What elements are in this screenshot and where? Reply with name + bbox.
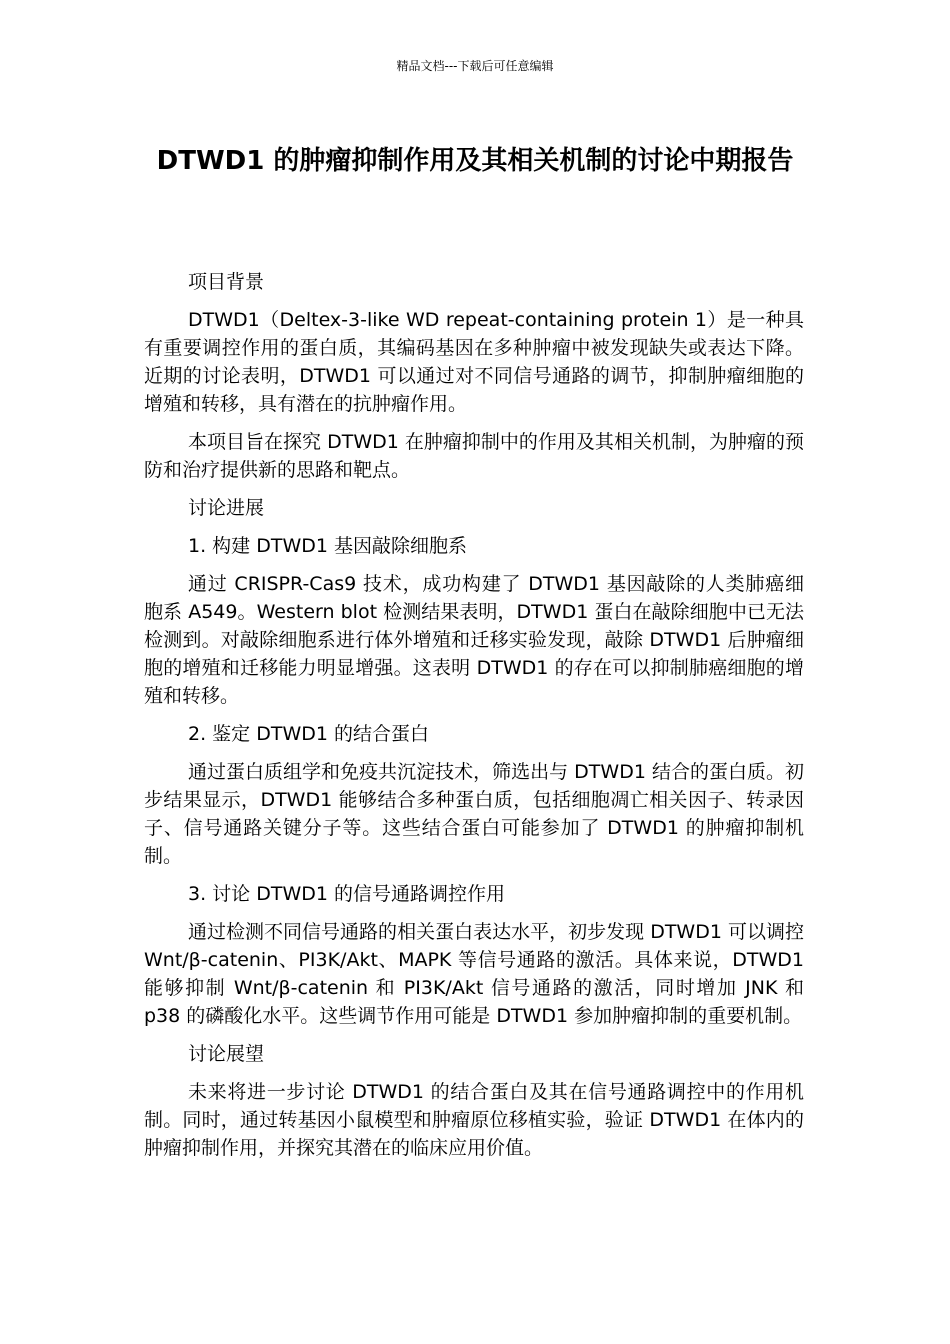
subheading-knockout-cell-line: 1. 构建 DTWD1 基因敲除细胞系 — [188, 535, 467, 557]
section-heading-background: 项目背景 — [188, 271, 265, 293]
subheading-binding-proteins: 2. 鉴定 DTWD1 的结合蛋白 — [188, 723, 429, 745]
subheading-signaling-pathways: 3. 讨论 DTWD1 的信号通路调控作用 — [188, 883, 505, 905]
document-title: DTWD1 的肿瘤抑制作用及其相关机制的讨论中期报告 — [156, 146, 794, 176]
section-heading-outlook: 讨论展望 — [188, 1043, 265, 1065]
page-header-watermark: 精品文档---下载后可任意编辑 — [396, 59, 554, 73]
paragraph-project-aim: 本项目旨在探究 DTWD1 在肿瘤抑制中的作用及其相关机制，为肿瘤的预防和治疗提供新的思路和靶点。 — [144, 431, 804, 481]
paragraph-outlook: 未来将进一步讨论 DTWD1 的结合蛋白及其在信号通路调控中的作用机制。同时，通过转基因小鼠模型和肿瘤原位移植实验，验证 DTWD1 在体内的肿瘤抑制作用，并探究其潜在的临床应用价值。 — [144, 1081, 804, 1159]
paragraph-binding-proteins: 通过蛋白质组学和免疫共沉淀技术，筛选出与 DTWD1 结合的蛋白质。初步结果显示，DTWD1 能够结合多种蛋白质，包括细胞凋亡相关因子、转录因子、信号通路关键分子等。这些结合蛋白可能参加了 DTWD1 的肿瘤抑制机制。 — [144, 761, 804, 867]
section-heading-progress: 讨论进展 — [188, 497, 265, 519]
paragraph-signaling-pathways: 通过检测不同信号通路的相关蛋白表达水平，初步发现 DTWD1 可以调控 Wnt/β-catenin、PI3K/Akt、MAPK 等信号通路的激活。具体来说，DTWD1 能够抑制 Wnt/β-catenin 和 PI3K/Akt 信号通路的激活，同时增加 JNK 和 p38 的磷酸化水平。这些调节作用可能是 DTWD1 参加肿瘤抑制的重要机制。 — [144, 921, 804, 1027]
document-body — [144, 268, 804, 1172]
paragraph-knockout-results: 通过 CRISPR-Cas9 技术，成功构建了 DTWD1 基因敲除的人类肺癌细胞系 A549。Western blot 检测结果表明，DTWD1 蛋白在敲除细胞中已无法检测到。对敲除细胞系进行体外增殖和迁移实验发现，敲除 DTWD1 后肿瘤细胞的增殖和迁移能力明显增强。这表明 DTWD1 的存在可以抑制肺癌细胞的增殖和转移。 — [144, 573, 804, 707]
paragraph-background-intro: DTWD1（Deltex-3-like WD repeat-containing protein 1）是一种具有重要调控作用的蛋白质，其编码基因在多种肿瘤中被发现缺失或表达下降。近期的讨论表明，DTWD1 可以通过对不同信号通路的调节，抑制肿瘤细胞的增殖和转移，具有潜在的抗肿瘤作用。 — [144, 309, 804, 415]
